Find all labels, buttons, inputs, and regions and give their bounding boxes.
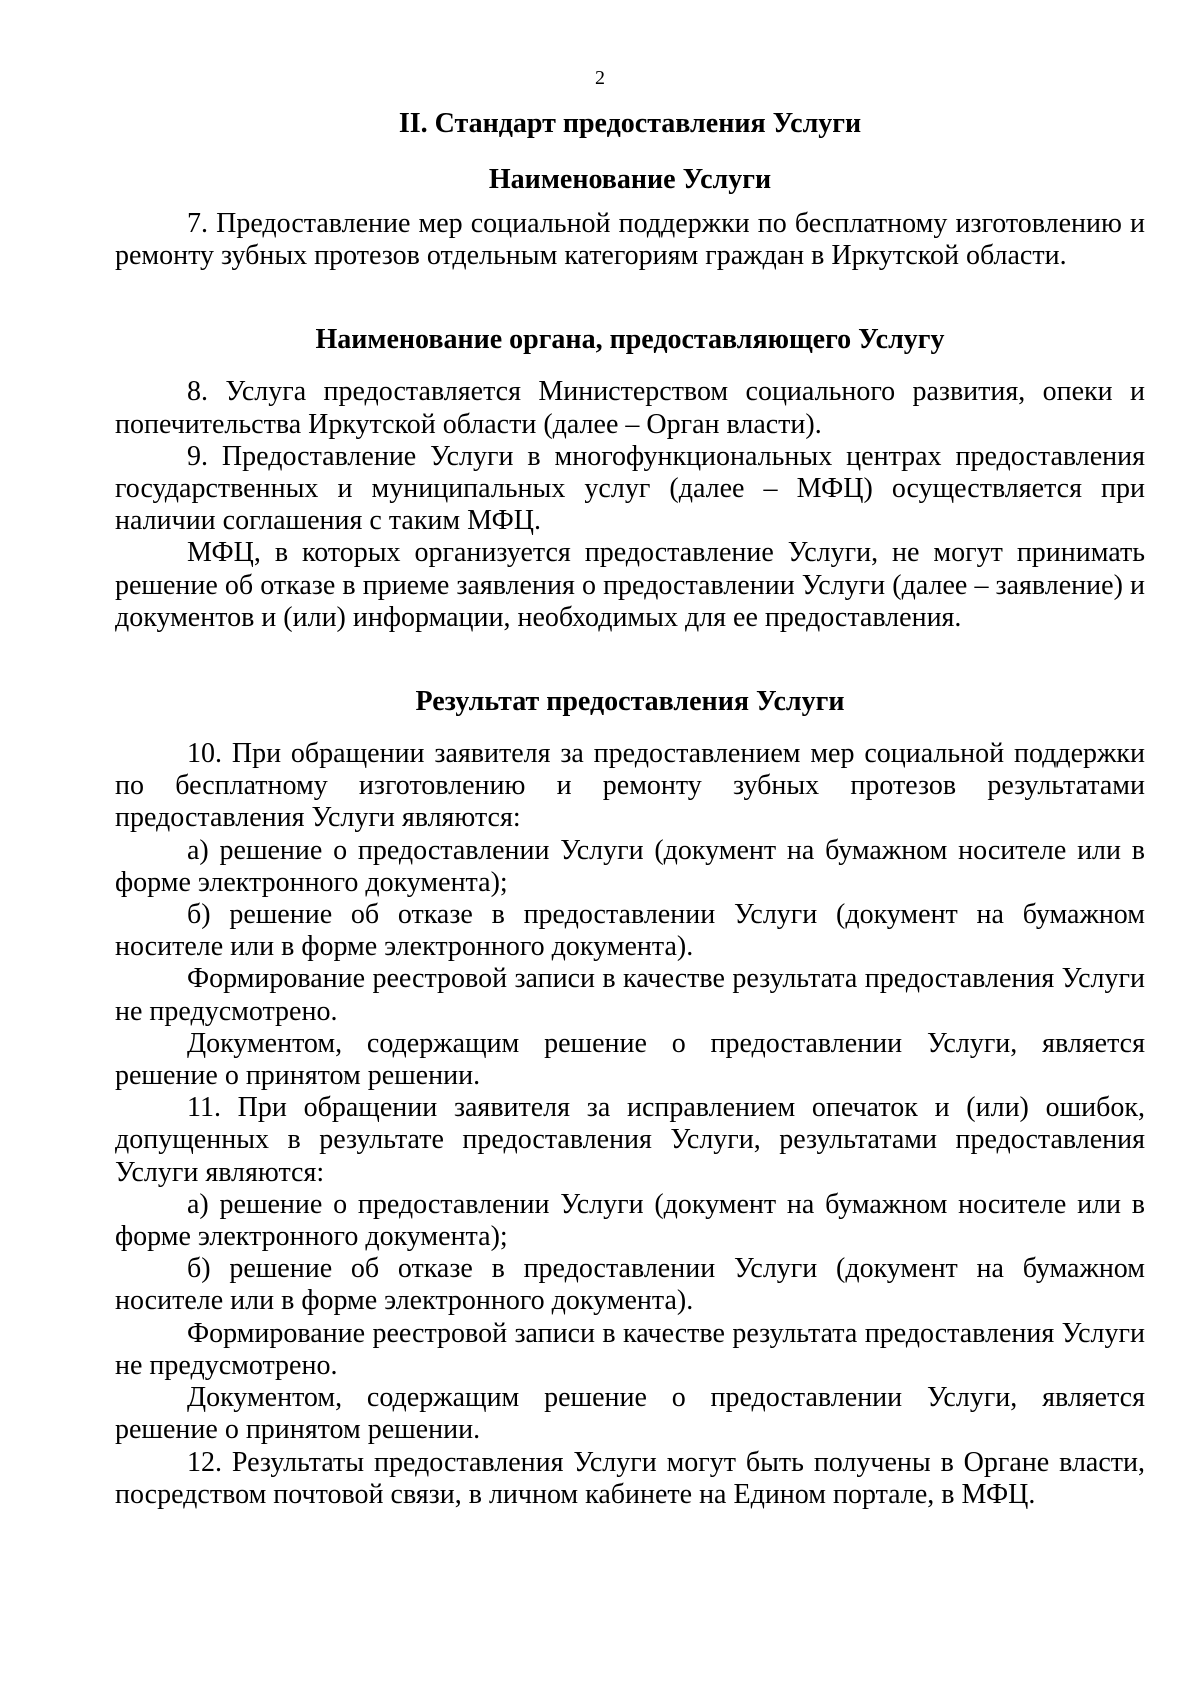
heading-service-name: Наименование Услуги xyxy=(488,164,772,195)
section-title: II. Стандарт предоставления Услуги xyxy=(398,108,862,139)
paragraph-10-registry: Формирование реестровой записи в качестве результата предоставления Услуги не предусмотрено. xyxy=(115,963,1145,1027)
paragraph-9: 9. Предоставление Услуги в многофункциональных центрах предоставления государственных и муниципальных услуг (далее – МФЦ) осуществляется при наличии соглашения с таким МФЦ. xyxy=(115,440,1145,537)
page-number: 2 xyxy=(595,67,605,89)
paragraph-11b: б) решение об отказе в предоставлении Услуги (документ на бумажном носителе или в форме электронного документа). xyxy=(115,1253,1145,1317)
paragraph-10-document: Документом, содержащим решение о предоставлении Услуги, является решение о принятом решении. xyxy=(115,1027,1145,1092)
paragraph-7: 7. Предоставление мер социальной поддержки по бесплатному изготовлению и ремонту зубных протезов отдельным категориям граждан в Иркутской области. xyxy=(115,208,1145,272)
heading-service-result: Результат предоставления Услуги xyxy=(415,686,845,718)
paragraph-mfc: МФЦ, в которых организуется предоставление Услуги, не могут принимать решение об отказе в приеме заявления о предоставлении Услуги (далее – заявление) и документов и (или) информации, необходимых для ее предоставления. xyxy=(115,537,1145,633)
paragraph-10a: а) решение о предоставлении Услуги (документ на бумажном носителе или в форме электронного документа); xyxy=(115,834,1145,898)
paragraph-10: 10. При обращении заявителя за предоставлением мер социальной поддержки по бесплатному изготовлению и ремонту зубных протезов результатами предоставления Услуги являются: xyxy=(115,738,1145,834)
paragraph-8: 8. Услуга предоставляется Министерством социального развития, опеки и попечительства Иркутской области (далее – Орган власти). xyxy=(115,376,1145,440)
paragraph-12: 12. Результаты предоставления Услуги могут быть получены в Органе власти, посредством почтовой связи, в личном кабинете на Едином портале, в МФЦ. xyxy=(115,1446,1145,1510)
paragraph-11-document: Документом, содержащим решение о предоставлении Услуги, является решение о принятом решении. xyxy=(115,1382,1145,1446)
heading-authority-name: Наименование органа, предоставляющего Услугу xyxy=(315,324,945,356)
document-body xyxy=(115,108,1145,1511)
paragraph-10b: б) решение об отказе в предоставлении Услуги (документ на бумажном носителе или в форме электронного документа). xyxy=(115,899,1145,963)
paragraph-11a: а) решение о предоставлении Услуги (документ на бумажном носителе или в форме электронного документа); xyxy=(115,1188,1145,1253)
paragraph-11: 11. При обращении заявителя за исправлением опечаток и (или) ошибок, допущенных в результате предоставления Услуги, результатами предоставления Услуги являются: xyxy=(115,1092,1145,1188)
paragraph-11-registry: Формирование реестровой записи в качестве результата предоставления Услуги не предусмотрено. xyxy=(115,1317,1145,1381)
